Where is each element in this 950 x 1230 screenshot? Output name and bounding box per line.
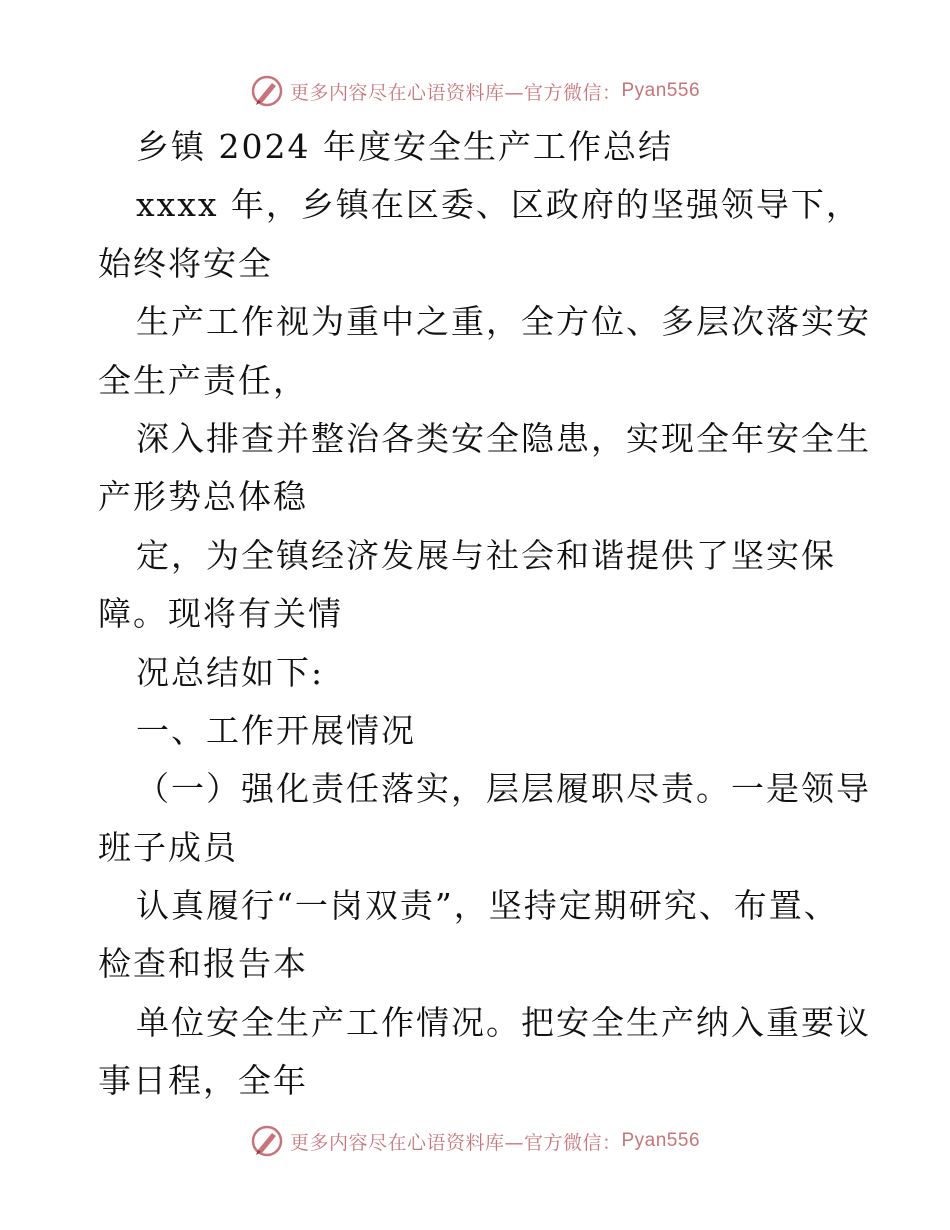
text-line: 检查和报告本 [98,944,308,984]
watermark-footer [0,1124,950,1158]
pen-logo-icon [250,1124,284,1158]
document-body [98,118,871,1111]
text-line: 定，为全镇经济发展与社会和谐提供了坚实保 [136,535,836,575]
text-line: 生产工作视为重中之重，全方位、多层次落实安 [136,302,871,342]
watermark-wechat-id: Pyan556 [621,1130,701,1151]
text-line: 况总结如下: [136,652,325,692]
text-line: 始终将安全 [98,243,273,283]
watermark-text: 更多内容尽在心语资料库—官方微信： [289,81,622,104]
text-line: （一）强化责任落实，层层履职尽责。一是领导 [136,769,871,809]
text-line: 深入排查并整治各类安全隐患，实现全年安全生 [136,418,871,458]
watermark-wechat-id: Pyan556 [621,80,701,101]
text-line: 产形势总体稳 [98,477,308,517]
watermark-header [0,74,950,108]
text-line: 认真履行“一岗双责”，坚持定期研究、布置、 [136,886,839,926]
text-line: 障。现将有关情 [98,594,343,634]
pen-logo-icon [250,74,284,108]
text-line: 一、工作开展情况 [136,710,416,750]
watermark-text: 更多内容尽在心语资料库—官方微信： [289,1131,622,1154]
text-line: 全生产责任， [98,360,308,400]
document-title: 乡镇 2024 年度安全生产工作总结 [136,127,673,166]
text-line: 单位安全生产工作情况。把安全生产纳入重要议 [136,1002,871,1042]
text-line: 班子成员 [98,827,238,867]
text-line: 事日程，全年 [98,1061,308,1101]
text-line: xxxx 年，乡镇在区委、区政府的坚强领导下， [136,185,861,225]
